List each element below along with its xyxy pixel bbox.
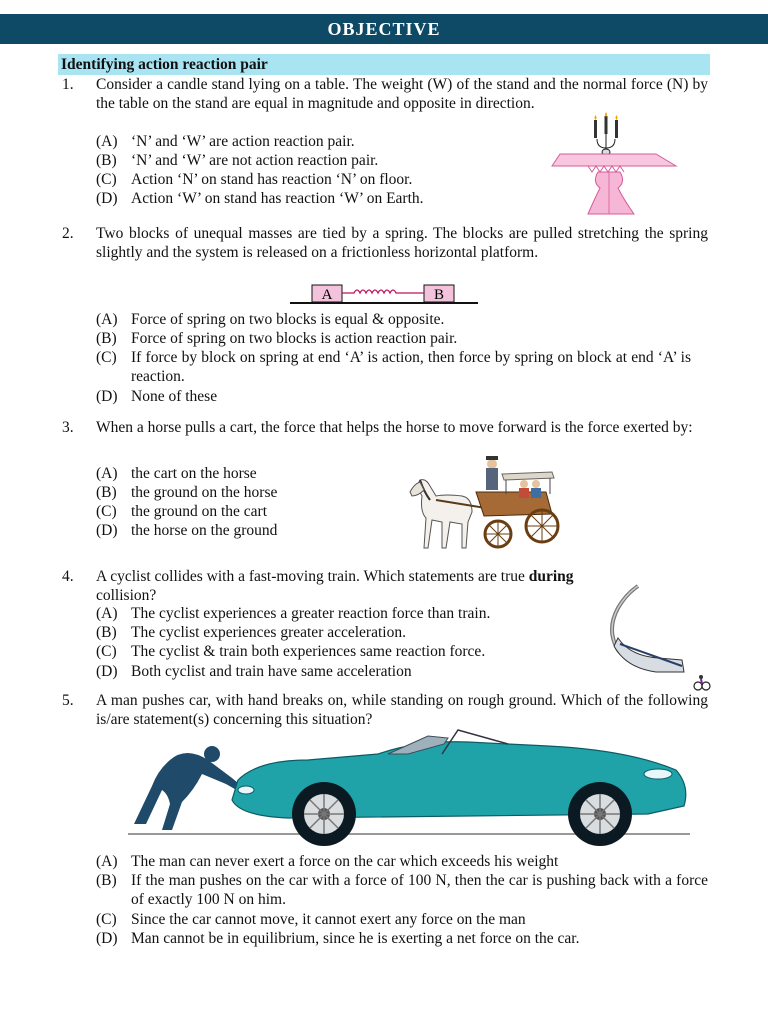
option-text: ‘N’ and ‘W’ are action reaction pair. (131, 133, 355, 150)
candle-stand-figure (548, 112, 688, 218)
option-label: (B) (96, 152, 117, 169)
option-4c[interactable] (96, 642, 596, 661)
option-label: (C) (96, 503, 117, 520)
option-text: Both cyclist and train have same acceleration (131, 663, 412, 680)
question-text: When a horse pulls a cart, the force that helps the horse to move forward is the force exerted by: (96, 419, 693, 436)
option-4a[interactable] (96, 604, 596, 623)
option-1c[interactable] (96, 170, 536, 189)
option-2d[interactable] (96, 387, 708, 406)
option-3c[interactable] (96, 502, 396, 521)
option-text: the cart on the horse (131, 465, 257, 482)
option-3d[interactable] (96, 521, 396, 540)
question-5 (62, 691, 708, 729)
option-5a[interactable] (96, 852, 708, 871)
option-label: (C) (96, 643, 117, 660)
block-b-label: B (433, 287, 445, 303)
option-text: Action ‘N’ on stand has reaction ‘N’ on floor. (131, 171, 413, 188)
option-label: (C) (96, 171, 117, 188)
option-text: If force by block on spring at end ‘A’ is action, then force by spring on block at end ‘A’ is reaction. (131, 349, 691, 385)
option-text: ‘N’ and ‘W’ are not action reaction pair. (131, 152, 379, 169)
option-label: (D) (96, 930, 118, 947)
option-4b[interactable] (96, 623, 596, 642)
option-text: The man can never exert a force on the car which exceeds his weight (131, 853, 559, 870)
question-2 (62, 224, 708, 281)
question-text: A man pushes car, with hand breaks on, while standing on rough ground. Which of the following is/are statement(s) concerning this situation? (96, 692, 708, 728)
option-text: Since the car cannot move, it cannot exert any force on the man (131, 911, 526, 928)
option-1b[interactable] (96, 151, 536, 170)
option-label: (A) (96, 853, 118, 870)
option-label: (D) (96, 663, 118, 680)
question-number: 4. (62, 568, 74, 585)
question-text-part: A cyclist collides with a fast-moving train. Which statements are true (96, 568, 529, 585)
section-heading: Identifying action reaction pair (58, 54, 710, 75)
option-5d[interactable] (96, 929, 708, 948)
man-pushing-car-figure (128, 730, 690, 848)
option-4d[interactable] (96, 662, 596, 681)
option-label: (A) (96, 605, 118, 622)
option-1a[interactable] (96, 132, 536, 151)
option-5c[interactable] (96, 910, 708, 929)
option-label: (B) (96, 872, 117, 889)
option-text: Force of spring on two blocks is equal & opposite. (131, 311, 445, 328)
option-text: The cyclist experiences a greater reaction force than train. (131, 605, 491, 622)
option-label: (C) (96, 349, 117, 366)
option-label: (A) (96, 465, 118, 482)
option-text: the horse on the ground (131, 522, 278, 539)
question-number: 5. (62, 692, 74, 709)
option-label: (A) (96, 133, 118, 150)
block-a-label: A (321, 287, 333, 303)
train-cyclist-figure (598, 586, 710, 694)
option-text: Man cannot be in equilibrium, since he is exerting a net force on the car. (131, 930, 580, 947)
spring-blocks-figure (290, 284, 480, 308)
option-text: Force of spring on two blocks is action reaction pair. (131, 330, 458, 347)
option-text: The cyclist & train both experiences same reaction force. (131, 643, 486, 660)
horse-cart-figure (406, 456, 558, 554)
question-text: Two blocks of unequal masses are tied by a spring. The blocks are pulled stretching the spring slightly and the system is released on a frictionless horizontal platform. (96, 225, 708, 261)
option-label: (D) (96, 522, 118, 539)
option-5b[interactable] (96, 871, 708, 909)
question-text-part: collision? (96, 587, 157, 604)
option-text: None of these (131, 388, 218, 405)
option-text: the ground on the cart (131, 503, 268, 520)
option-2a[interactable] (96, 310, 708, 329)
option-label: (B) (96, 330, 117, 347)
option-label: (D) (96, 388, 118, 405)
question-number: 2. (62, 225, 74, 242)
option-2b[interactable] (96, 329, 708, 348)
question-number: 1. (62, 76, 74, 93)
question-number: 3. (62, 419, 74, 436)
option-label: (C) (96, 911, 117, 928)
option-2c[interactable] (96, 348, 708, 386)
option-text: If the man pushes on the car with a force of 100 N, then the car is pushing back with a force of exactly 100 N on him. (131, 872, 708, 908)
question-text: Consider a candle stand lying on a table. The weight (W) of the stand and the normal force (N) by the table on the stand are equal in magnitude and opposite in direction. (96, 76, 708, 112)
option-text: the ground on the horse (131, 484, 278, 501)
option-label: (B) (96, 484, 117, 501)
option-text: The cyclist experiences greater acceleration. (131, 624, 406, 641)
option-1d[interactable] (96, 189, 536, 208)
option-label: (B) (96, 624, 117, 641)
question-3 (62, 418, 708, 456)
option-3b[interactable] (96, 483, 396, 502)
option-3a[interactable] (96, 464, 396, 483)
question-emphasis: during (528, 568, 574, 585)
page-title: OBJECTIVE (0, 14, 768, 44)
option-label: (A) (96, 311, 118, 328)
option-text: Action ‘W’ on stand has reaction ‘W’ on Earth. (131, 190, 424, 207)
option-label: (D) (96, 190, 118, 207)
